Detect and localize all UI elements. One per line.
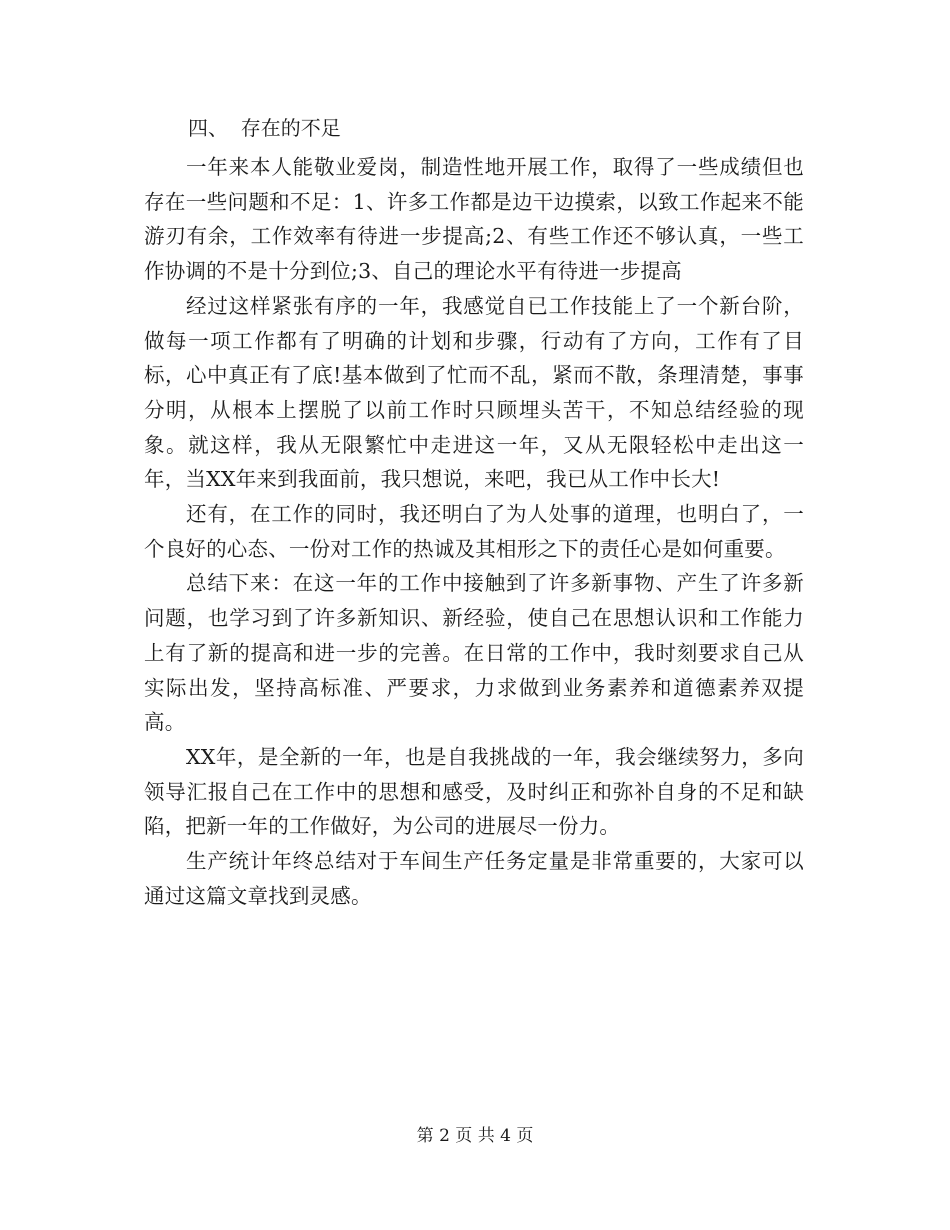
- paragraph-shortcomings: 一年来本人能敬业爱岗，制造性地开展工作，取得了一些成绩但也存在一些问题和不足：1、许多工作都是边干边摸索，以致工作起来不能游刃有余，工作效率有待进一步提高;2、有些工作还不够认真，一些工作协调的不是十分到位;3、自己的理论水平有待进一步提高: [144, 155, 804, 284]
- paragraph-attitude: 还有，在工作的同时，我还明白了为人处事的道理，也明白了，一个良好的心态、一份对工作的热诚及其相形之下的责任心是如何重要。: [144, 502, 804, 561]
- paragraph-summary: 总结下来：在这一年的工作中接触到了许多新事物、产生了许多新问题，也学习到了许多新知识、新经验，使自己在思想认识和工作能力上有了新的提高和进一步的完善。在日常的工作中，我时刻要求自己从实际出发，坚持高标准、严要求，力求做到业务素养和道德素养双提高。: [144, 571, 804, 735]
- paragraph-closing: 生产统计年终总结对于车间生产任务定量是非常重要的，大家可以通过这篇文章找到灵感。: [144, 849, 804, 908]
- paragraph-new-year: XX年，是全新的一年，也是自我挑战的一年，我会继续努力，多向领导汇报自己在工作中的思想和感受，及时纠正和弥补自身的不足和缺陷，把新一年的工作做好，为公司的进展尽一份力。: [144, 744, 804, 839]
- paragraph-progress: 经过这样紧张有序的一年，我感觉自已工作技能上了一个新台阶，做每一项工作都有了明确的计划和步骤，行动有了方向，工作有了目标，心中真正有了底!基本做到了忙而不乱，紧而不散，条理清楚，事事分明，从根本上摆脱了以前工作时只顾埋头苦干，不知总结经验的现象。就这样，我从无限繁忙中走进这一年，又从无限轻松中走出这一年，当XX年来到我面前，我只想说，来吧，我已从工作中长大!: [144, 293, 804, 492]
- section-heading: 四、 存在的不足: [188, 116, 341, 140]
- page-number-footer: 第 2 页 共 4 页: [416, 1126, 534, 1146]
- body-text: [144, 150, 804, 913]
